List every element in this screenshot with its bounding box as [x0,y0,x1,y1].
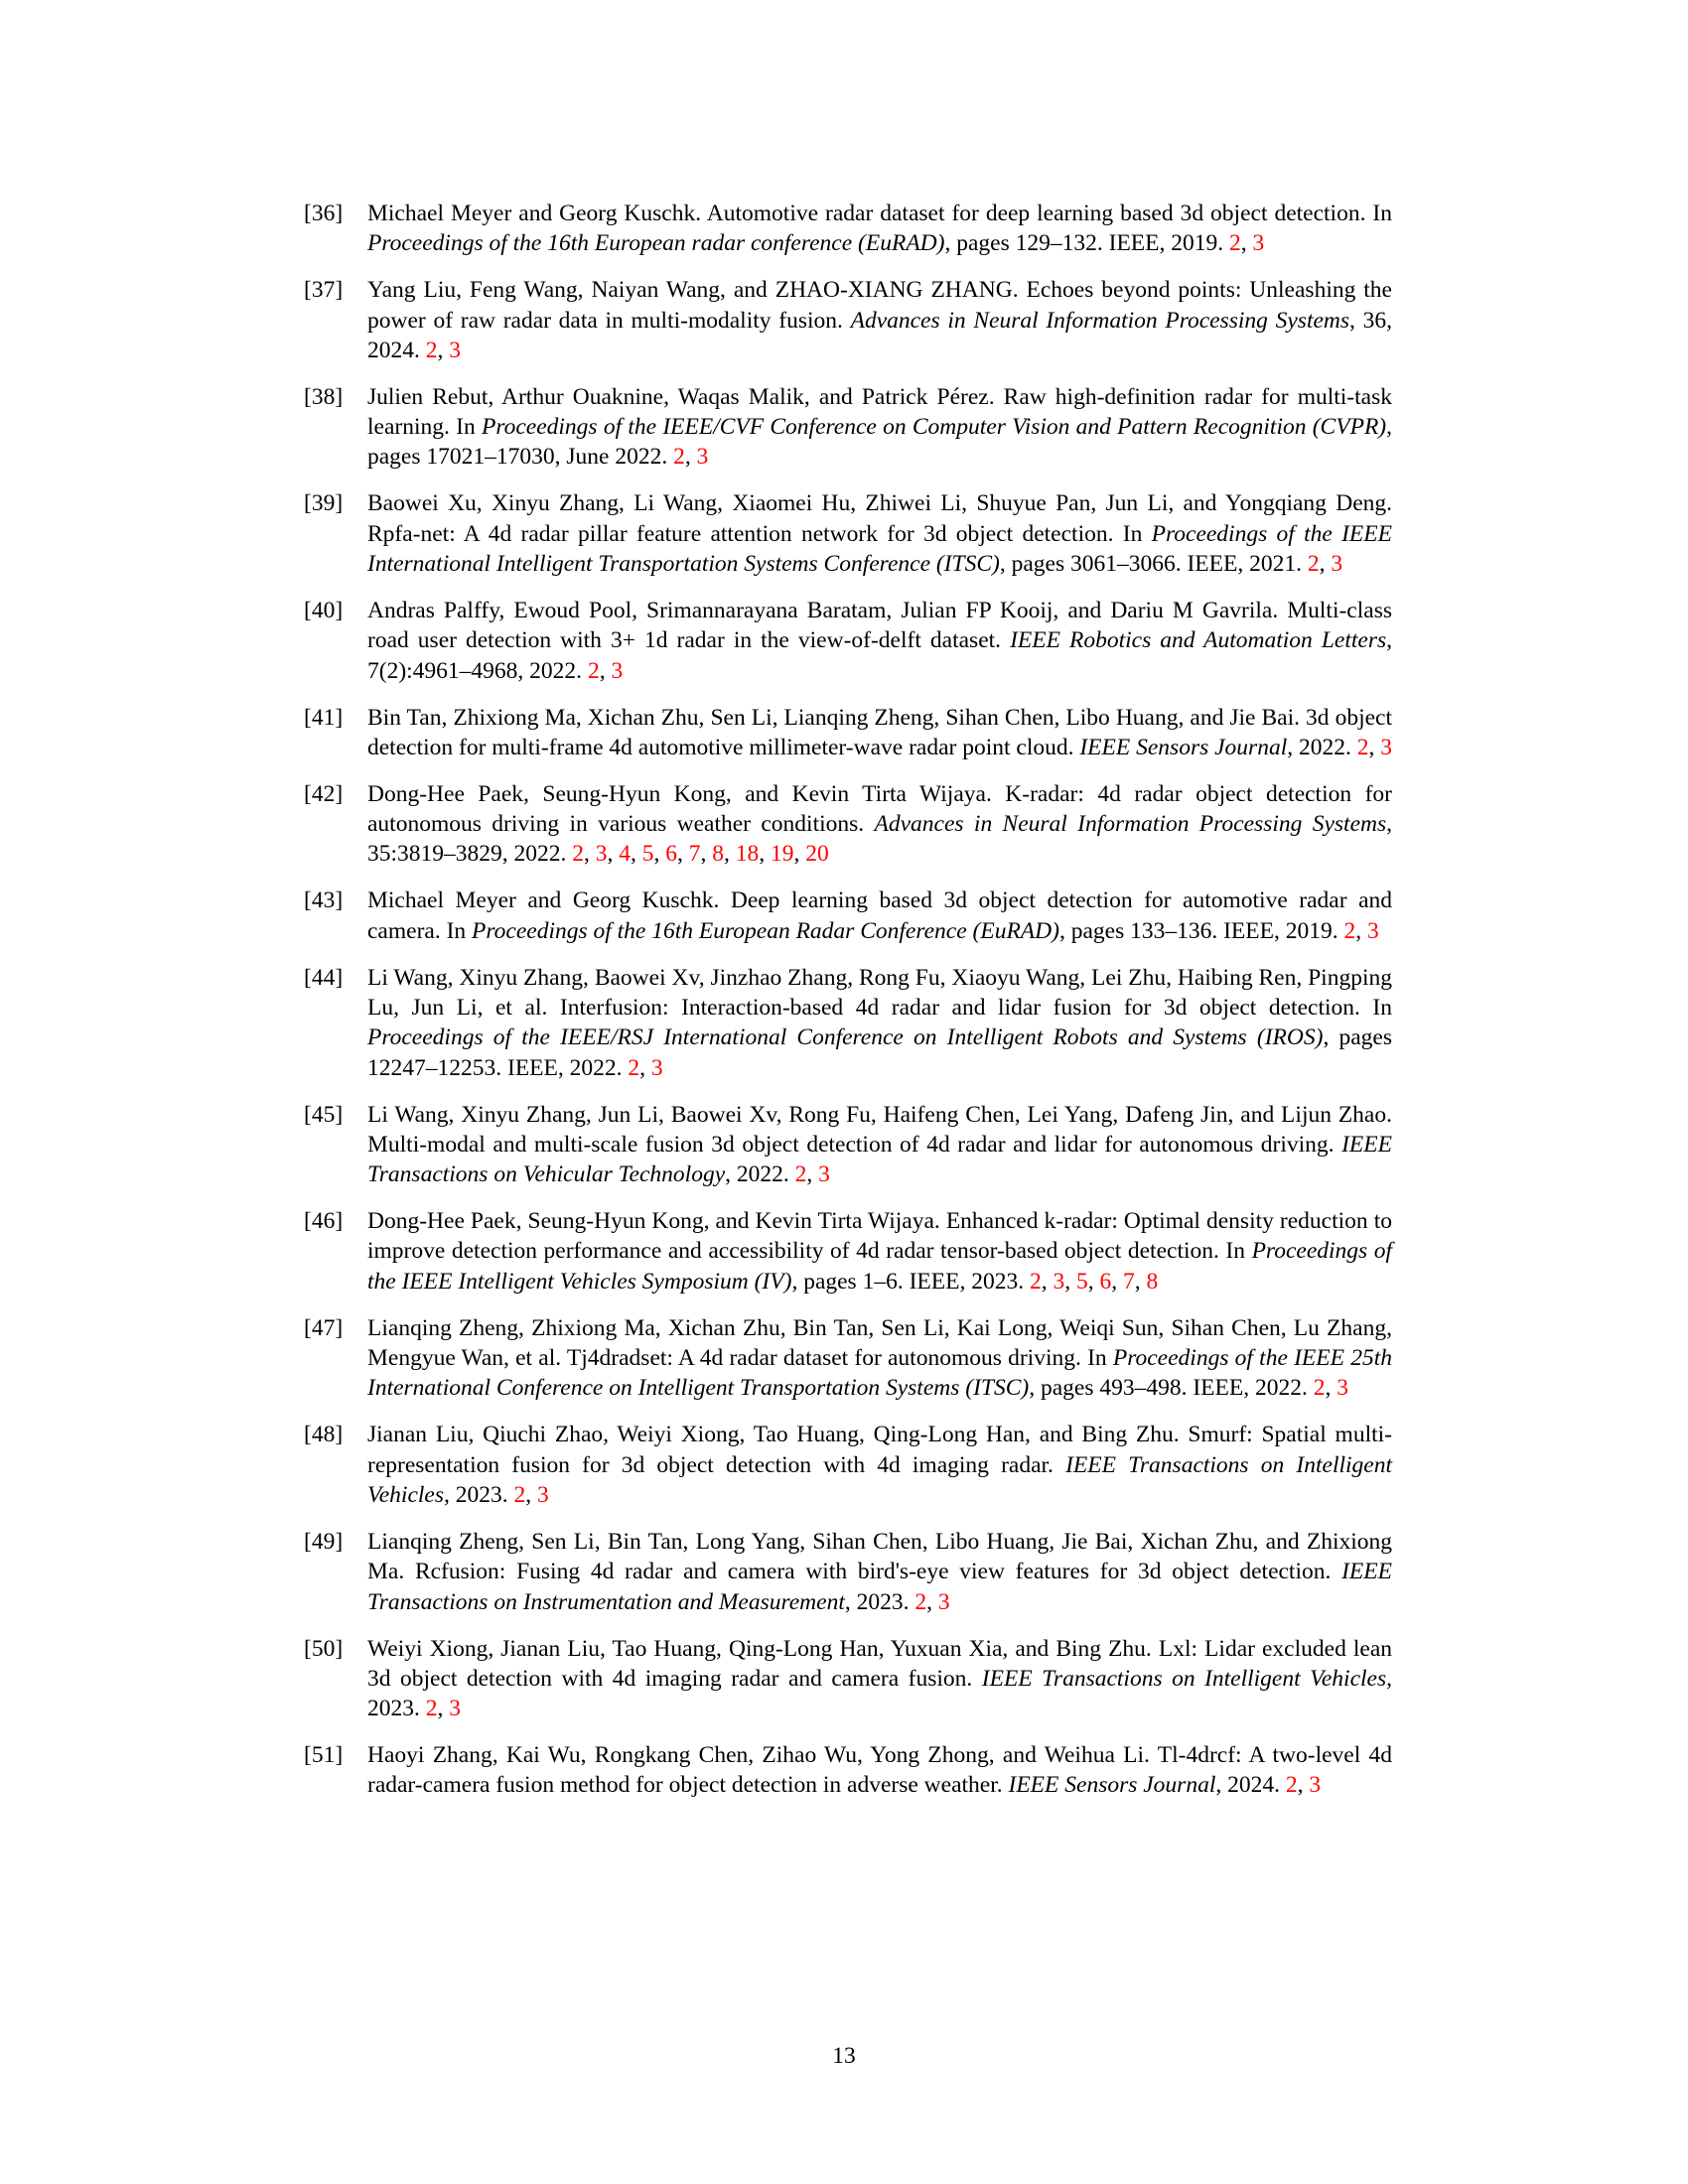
reference-details: , 2022. [1287,734,1357,760]
reference-number: [38] [304,383,344,410]
backref-page-link[interactable]: 3 [818,1161,830,1188]
backref-page-link[interactable]: 2 [1029,1268,1042,1295]
reference-venue: Proceedings of the IEEE Intelligent Vehicles Symposium (IV) [367,1238,1393,1295]
reference-text: Dong-Hee Paek, Seung-Hyun Kong, and Kevin Tirta Wijaya. K-radar: 4d radar object detection for autonomous driving in various weather conditions. Advances in Neural Information Processing Systems, 35:3819–3829, 2022. 2, 3, 4, 5, 6, 7, 8, 18, 19, 20 [367,780,1392,868]
backref-page-link[interactable]: 3 [537,1481,549,1508]
reference-entry [304,1634,1392,1724]
reference-text: Andras Palffy, Ewoud Pool, Srimannarayana Baratam, Julian FP Kooij, and Dariu M Gavrila. Multi-class road user detection with 3+ 1d radar in the view-of-delft dataset. IEEE Robotics and Automation Letters, 7(2):4961–4968, 2022. 2, 3 [367,598,1392,684]
reference-details: , pages 17021–17030, June 2022. [367,414,1393,471]
reference-number: [40] [304,598,344,624]
backref-page-link[interactable]: 2 [794,1161,807,1188]
reference-number: [46] [304,1208,344,1235]
backref-page-link[interactable]: 19 [771,841,794,868]
reference-venue: IEEE Transactions on Intelligent Vehicles [981,1665,1387,1692]
reference-authors-title: Bin Tan, Zhixiong Ma, Xichan Zhu, Sen Li, Lianqing Zheng, Sihan Chen, Libo Huang, and Jie Bai. 3d object detection for multi-frame 4d automotive millimeter-wave radar point cloud. [367,704,1392,760]
reference-venue: Proceedings of the IEEE/RSJ International Conference on Intelligent Robots and Systems (IROS) [367,1024,1324,1051]
backref-page-link[interactable]: 6 [665,841,678,868]
reference-number: [45] [304,1101,344,1128]
reference-entry [304,703,1392,763]
reference-text: Julien Rebut, Arthur Ouaknine, Waqas Malik, and Patrick Pérez. Raw high-definition radar for multi-task learning. In Proceedings of the IEEE/CVF Conference on Computer Vision and Pattern Recognition (CVPR), pages 17021–17030, June 2022. 2, 3 [367,383,1393,471]
reference-text: Bin Tan, Zhixiong Ma, Xichan Zhu, Sen Li, Lianqing Zheng, Sihan Chen, Libo Huang, and Jie Bai. 3d object detection for multi-frame 4d automotive millimeter-wave radar point cloud. IEEE Sensors Journal, 2022. 2, 3 [367,704,1392,760]
reference-authors-title: Yang Liu, Feng Wang, Naiyan Wang, and ZHAO-XIANG ZHANG. Echoes beyond points: Unleashing the power of raw radar data in multi-modality fusion. [367,277,1392,334]
reference-venue: Proceedings of the 16th European Radar Conference (EuRAD) [472,917,1059,944]
reference-number: [50] [304,1635,344,1662]
reference-authors-title: Haoyi Zhang, Kai Wu, Rongkang Chen, Zihao Wu, Yong Zhong, and Weihua Li. Tl-4drcf: A two-level 4d radar-camera fusion method for object detection in adverse weather. [367,1742,1392,1799]
backref-page-link[interactable]: 6 [1099,1268,1112,1295]
reference-authors-title: Julien Rebut, Arthur Ouaknine, Waqas Malik, and Patrick Pérez. Raw high-definition radar for multi-task learning. In [367,383,1392,441]
backref-page-link[interactable]: 3 [1309,1772,1322,1799]
reference-venue: IEEE Sensors Journal [1008,1772,1216,1799]
reference-number: [42] [304,780,344,807]
backref-page-link[interactable]: 2 [628,1054,640,1081]
reference-number: [51] [304,1742,344,1769]
backref-page-link[interactable]: 3 [449,1696,461,1722]
reference-venue: Proceedings of the IEEE 25th International Conference on Intelligent Transportation Systems (ITSC) [367,1345,1392,1402]
reference-list [304,199,1392,1817]
reference-text: Baowei Xu, Xinyu Zhang, Li Wang, Xiaomei Hu, Zhiwei Li, Shuyue Pan, Jun Li, and Yongqiang Deng. Rpfa-net: A 4d radar pillar feature attention network for 3d object detection. In Proceedings of the IEEE International Intelligent Transportation Systems Conference (ITSC), pages 3061–3066. IEEE, 2021. 2, 3 [367,490,1392,578]
reference-number: [44] [304,964,344,991]
reference-text: Dong-Hee Paek, Seung-Hyun Kong, and Kevin Tirta Wijaya. Enhanced k-radar: Optimal density reduction to improve detection performance and accessibility of 4d radar tensor-based object detection. In Proceedings of the IEEE Intelligent Vehicles Symposium (IV), pages 1–6. IEEE, 2023. 2, 3, 5, 6, 7, 8 [367,1208,1393,1295]
backref-page-link[interactable]: 3 [611,657,624,684]
backref-page-link[interactable]: 5 [1075,1268,1088,1295]
backref-page-link[interactable]: 3 [696,444,709,471]
backref-page-link[interactable]: 2 [914,1588,927,1615]
backref-page-link[interactable]: 3 [449,337,461,363]
reference-details: , pages 129–132. IEEE, 2019. [944,230,1230,257]
reference-details: , pages 12247–12253. IEEE, 2022. [367,1024,1392,1081]
backref-page-link[interactable]: 7 [1122,1268,1135,1295]
reference-number: [43] [304,887,344,914]
backref-page-link[interactable]: 3 [595,841,608,868]
reference-entry [304,1100,1392,1190]
reference-text: Li Wang, Xinyu Zhang, Jun Li, Baowei Xv, Rong Fu, Haifeng Chen, Lei Yang, Dafeng Jin, and Lijun Zhao. Multi-modal and multi-scale fusion 3d object detection of 4d radar and lidar for autonomous driving. IEEE Transactions on Vehicular Technology, 2022. 2, 3 [367,1101,1392,1188]
backref-page-link[interactable]: 3 [1053,1268,1065,1295]
reference-number: [37] [304,277,344,304]
reference-entry [304,596,1392,686]
reference-number: [39] [304,490,344,517]
reference-venue: IEEE Sensors Journal [1079,734,1288,760]
backref-page-link[interactable]: 3 [937,1588,950,1615]
reference-details: , pages 133–136. IEEE, 2019. [1058,917,1344,944]
reference-details: , 7(2):4961–4968, 2022. [367,627,1392,684]
reference-details: , 2023. [444,1481,514,1508]
backref-page-link[interactable]: 2 [1343,917,1356,944]
reference-venue: IEEE Transactions on Vehicular Technology [367,1131,1392,1188]
reference-authors-title: Dong-Hee Paek, Seung-Hyun Kong, and Kevin Tirta Wijaya. K-radar: 4d radar object detection for autonomous driving in various weather conditions. [367,780,1392,838]
backref-page-link[interactable]: 2 [587,657,600,684]
reference-entry [304,1420,1392,1510]
reference-details: , pages 493–498. IEEE, 2022. [1029,1375,1314,1402]
reference-number: [48] [304,1422,344,1448]
reference-text: Michael Meyer and Georg Kuschk. Deep learning based 3d object detection for automotive radar and camera. In Proceedings of the 16th European Radar Conference (EuRAD), pages 133–136. IEEE, 2019. 2, 3 [367,887,1392,944]
reference-text: Weiyi Xiong, Jianan Liu, Tao Huang, Qing-Long Han, Yuxuan Xia, and Bing Zhu. Lxl: Lidar excluded lean 3d object detection with 4d imaging radar and camera fusion. IEEE Transactions on Intelligent Vehicles, 2023. 2, 3 [367,1635,1392,1722]
reference-venue: Proceedings of the 16th European radar conference (EuRAD) [367,230,945,257]
reference-number: [41] [304,704,344,731]
reference-venue: IEEE Transactions on Instrumentation and Measurement [367,1559,1392,1615]
backref-page-link[interactable]: 20 [805,841,829,868]
backref-page-link[interactable]: 4 [619,841,632,868]
backref-page-link[interactable]: 3 [1367,917,1379,944]
reference-venue: Proceedings of the IEEE/CVF Conference on Computer Vision and Pattern Recognition (CVPR) [481,414,1387,441]
reference-entry [304,1313,1392,1404]
reference-number: [47] [304,1314,344,1341]
reference-entry [304,488,1392,579]
backref-page-link[interactable]: 2 [425,337,438,363]
reference-entry [304,1206,1392,1297]
backref-page-link[interactable]: 8 [712,841,725,868]
reference-entry [304,275,1392,365]
reference-venue: Advances in Neural Information Processing Systems [874,811,1387,838]
backref-page-link[interactable]: 2 [1285,1772,1298,1799]
reference-entry [304,886,1392,946]
reference-entry [304,1740,1392,1801]
reference-authors-title: Baowei Xu, Xinyu Zhang, Li Wang, Xiaomei Hu, Zhiwei Li, Shuyue Pan, Jun Li, and Yongqiang Deng. Rpfa-net: A 4d radar pillar feature attention network for 3d object detection. In [367,490,1392,547]
reference-authors-title: Andras Palffy, Ewoud Pool, Srimannarayana Baratam, Julian FP Kooij, and Dariu M Gavrila. Multi-class road user detection with 3+ 1d radar in the view-of-delft dataset. [367,598,1392,654]
reference-entry [304,199,1392,259]
reference-authors-title: Jianan Liu, Qiuchi Zhao, Weiyi Xiong, Tao Huang, Qing-Long Han, and Bing Zhu. Smurf: Spatial multi-representation fusion for 3d object detection with 4d imaging radar. [367,1422,1392,1478]
backref-page-link[interactable]: 3 [650,1054,663,1081]
reference-text: Lianqing Zheng, Zhixiong Ma, Xichan Zhu, Bin Tan, Sen Li, Kai Long, Weiqi Sun, Sihan Chen, Lu Zhang, Mengyue Wan, et al. Tj4dradset: A 4d radar dataset for autonomous driving. In Proceedings of the IEEE 25th International Conference on Intelligent Transportation Systems (ITSC), pages 493–498. IEEE, 2022. 2, 3 [367,1314,1392,1402]
backref-page-link[interactable]: 2 [1307,551,1320,578]
reference-entry [304,1527,1392,1617]
reference-text: Michael Meyer and Georg Kuschk. Automotive radar dataset for deep learning based 3d object detection. In Proceedings of the 16th European radar conference (EuRAD), pages 129–132. IEEE, 2019. 2, 3 [367,201,1392,257]
reference-authors-title: Lianqing Zheng, Zhixiong Ma, Xichan Zhu, Bin Tan, Sen Li, Kai Long, Weiqi Sun, Sihan Chen, Lu Zhang, Mengyue Wan, et al. Tj4dradset: A 4d radar dataset for autonomous driving. In [367,1314,1392,1372]
reference-text: Jianan Liu, Qiuchi Zhao, Weiyi Xiong, Tao Huang, Qing-Long Han, and Bing Zhu. Smurf: Spatial multi-representation fusion for 3d object detection with 4d imaging radar. IEEE Transactions on Intelligent Vehicles, 2023. 2, 3 [367,1422,1392,1508]
backref-page-link[interactable]: 8 [1146,1268,1159,1295]
backref-page-link[interactable]: 18 [735,841,760,868]
backref-page-link[interactable]: 3 [1380,734,1392,760]
reference-details: , 2023. [844,1588,915,1615]
backref-page-link[interactable]: 2 [673,444,685,471]
reference-details: , pages 1–6. IEEE, 2023. [791,1268,1030,1295]
reference-details: , 35:3819–3829, 2022. [367,811,1392,868]
reference-details: , 2022. [725,1161,795,1188]
reference-authors-title: Michael Meyer and Georg Kuschk. Automotive radar dataset for deep learning based 3d object detection. In [367,201,1392,226]
page-number: 13 [832,2043,856,2069]
reference-details: , pages 3061–3066. IEEE, 2021. [999,551,1308,578]
reference-number: [36] [304,201,344,226]
reference-authors-title: Li Wang, Xinyu Zhang, Baowei Xv, Jinzhao Zhang, Rong Fu, Xiaoyu Wang, Lei Zhu, Haibing Ren, Pingping Lu, Jun Li, et al. Interfusion: Interaction-based 4d radar and lidar fusion for 3d object detection. In [367,964,1392,1022]
reference-venue: Advances in Neural Information Processing Systems [850,307,1350,334]
backref-page-link[interactable]: 3 [1252,230,1265,257]
reference-authors-title: Li Wang, Xinyu Zhang, Jun Li, Baowei Xv, Rong Fu, Haifeng Chen, Lei Yang, Dafeng Jin, and Lijun Zhao. Multi-modal and multi-scale fusion 3d object detection of 4d radar and lidar for autonomous driving. [367,1101,1392,1158]
reference-authors-title: Weiyi Xiong, Jianan Liu, Tao Huang, Qing-Long Han, Yuxuan Xia, and Bing Zhu. Lxl: Lidar excluded lean 3d object detection with 4d imaging radar and camera fusion. [367,1635,1392,1692]
backref-page-link[interactable]: 2 [572,841,585,868]
backref-page-link[interactable]: 3 [1336,1375,1348,1402]
reference-authors-title: Dong-Hee Paek, Seung-Hyun Kong, and Kevin Tirta Wijaya. Enhanced k-radar: Optimal density reduction to improve detection performance and accessibility of 4d radar tensor-based object detection. In [367,1208,1392,1265]
reference-details: , 36, 2024. [367,307,1393,363]
reference-text: Yang Liu, Feng Wang, Naiyan Wang, and ZHAO-XIANG ZHANG. Echoes beyond points: Unleashing the power of raw radar data in multi-modality fusion. Advances in Neural Information Processing Systems, 36, 2024. 2, 3 [367,277,1393,363]
backref-page-link[interactable]: 2 [513,1481,526,1508]
reference-authors-title: Michael Meyer and Georg Kuschk. Deep learning based 3d object detection for automotive radar and camera. In [367,887,1392,944]
backref-page-link[interactable]: 2 [1356,734,1369,760]
reference-text: Li Wang, Xinyu Zhang, Baowei Xv, Jinzhao Zhang, Rong Fu, Xiaoyu Wang, Lei Zhu, Haibing Ren, Pingping Lu, Jun Li, et al. Interfusion: Interaction-based 4d radar and lidar fusion for 3d object detection. In Proceedings of the IEEE/RSJ International Conference on Intelligent Robots and Systems (IROS), pages 12247–12253. IEEE, 2022. 2, 3 [367,964,1392,1081]
backref-page-link[interactable]: 2 [1313,1375,1326,1402]
reference-entry [304,963,1392,1083]
backref-page-link[interactable]: 7 [688,841,701,868]
reference-details: , 2024. [1215,1772,1286,1799]
reference-venue: IEEE Transactions on Intelligent Vehicles [367,1451,1392,1508]
reference-number: [49] [304,1528,344,1555]
backref-page-link[interactable]: 3 [1331,551,1343,578]
reference-venue: Proceedings of the IEEE International Intelligent Transportation Systems Conference (ITSC) [367,520,1392,578]
reference-authors-title: Lianqing Zheng, Sen Li, Bin Tan, Long Yang, Sihan Chen, Libo Huang, Jie Bai, Xichan Zhu, and Zhixiong Ma. Rcfusion: Fusing 4d radar and camera with bird's-eye view features for 3d object detection. [367,1528,1392,1585]
reference-entry [304,382,1392,473]
reference-venue: IEEE Robotics and Automation Letters [1010,627,1387,654]
backref-page-link[interactable]: 2 [1229,230,1241,257]
reference-details: , 2023. [367,1665,1392,1722]
reference-entry [304,779,1392,870]
backref-page-link[interactable]: 2 [425,1696,438,1722]
backref-page-link[interactable]: 5 [641,841,654,868]
reference-text: Haoyi Zhang, Kai Wu, Rongkang Chen, Zihao Wu, Yong Zhong, and Weihua Li. Tl-4drcf: A two-level 4d radar-camera fusion method for object detection in adverse weather. IEEE Sensors Journal, 2024. 2, 3 [367,1742,1392,1799]
reference-text: Lianqing Zheng, Sen Li, Bin Tan, Long Yang, Sihan Chen, Libo Huang, Jie Bai, Xichan Zhu, and Zhixiong Ma. Rcfusion: Fusing 4d radar and camera with bird's-eye view features for 3d object detection. IEEE Transactions on Instrumentation and Measurement, 2023. 2, 3 [367,1528,1392,1615]
